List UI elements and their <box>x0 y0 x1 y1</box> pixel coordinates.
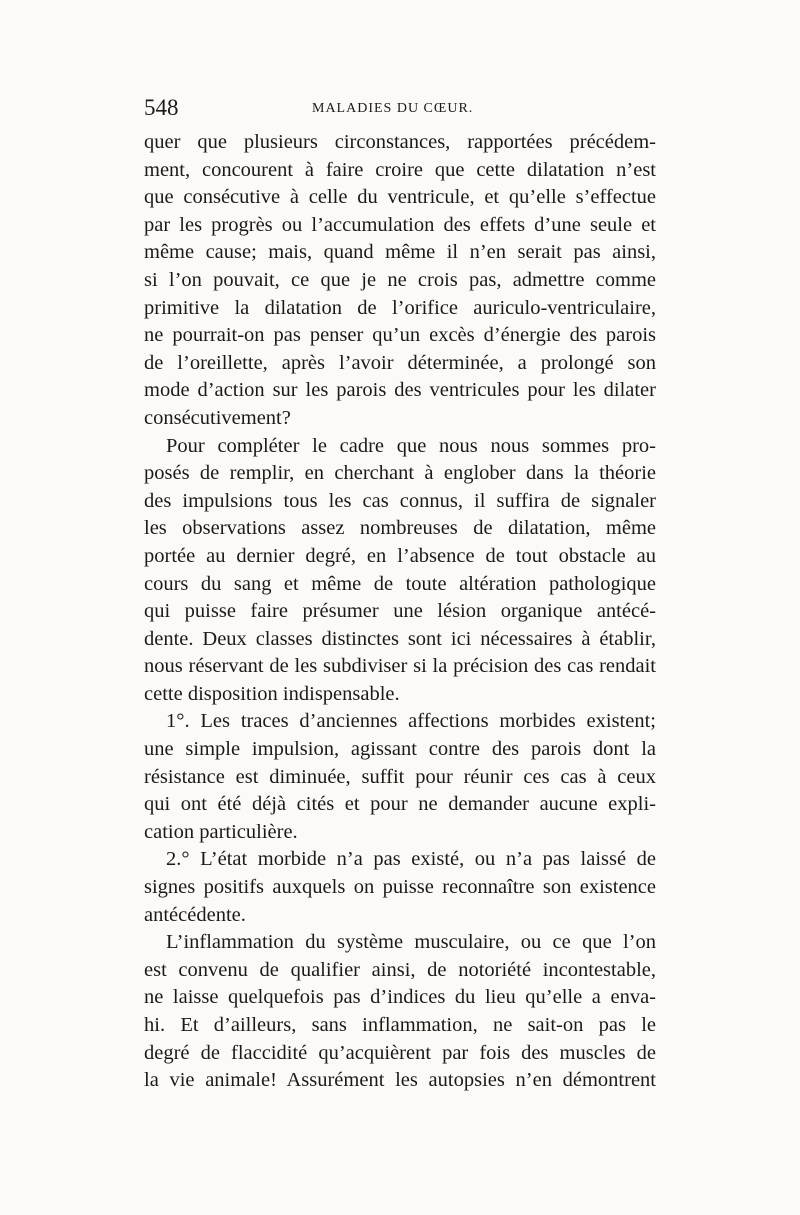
text-line: est convenu de qualifier ainsi, de notoriété incontestable, <box>144 958 656 981</box>
page-number: 548 <box>144 95 179 120</box>
text-line: antécédente. <box>144 903 246 926</box>
text-line: si l’on pouvait, ce que je ne crois pas, admettre comme <box>144 268 656 291</box>
text-line: de l’oreillette, après l’avoir déterminée, a prolongé son <box>144 351 656 374</box>
text-line: ment, concourent à faire croire que cette dilatation n’est <box>144 158 656 181</box>
text-line: qui ont été déjà cités et pour ne demander aucune expli- <box>144 793 656 816</box>
text-line: par les progrès ou l’accumulation des effets d’une seule et <box>144 213 656 236</box>
text-line: qui puisse faire présumer une lésion organique antécé- <box>144 600 656 623</box>
text-line: que consécutive à celle du ventricule, et qu’elle s’effectue <box>144 186 656 209</box>
text-line: cours du sang et même de toute altération pathologique <box>144 572 656 595</box>
running-title: MALADIES DU CŒUR. <box>312 101 474 116</box>
text-line: cation particulière. <box>144 820 298 843</box>
text-line: nous réservant de les subdiviser si la précision des cas rendait <box>144 655 656 678</box>
text-line: cette disposition indispensable. <box>144 682 400 705</box>
text-line: les observations assez nombreuses de dilatation, même <box>144 517 656 540</box>
text-line: primitive la dilatation de l’orifice auriculo-ventriculaire, <box>144 296 656 319</box>
text-line: même cause; mais, quand même il n’en serait pas ainsi, <box>144 241 656 264</box>
text-line: 2.° L’état morbide n’a pas existé, ou n’a pas laissé de <box>166 848 656 871</box>
text-line: une simple impulsion, agissant contre des parois dont la <box>144 738 656 761</box>
text-line: portée au dernier degré, en l’absence de tout obstacle au <box>144 544 656 567</box>
text-line: degré de flaccidité qu’acquièrent par fois des muscles de <box>144 1041 656 1064</box>
text-line: L’inflammation du système musculaire, ou ce que l’on <box>166 931 656 954</box>
text-line: ne laisse quelquefois pas d’indices du lieu qu’elle a enva- <box>144 986 656 1009</box>
text-line: résistance est diminuée, suffit pour réunir ces cas à ceux <box>144 765 656 788</box>
text-line: 1°. Les traces d’anciennes affections morbides existent; <box>166 710 656 733</box>
text-line: quer que plusieurs circonstances, rapportées précédem- <box>144 131 656 153</box>
text-line: ne pourrait-on pas penser qu’un excès d’énergie des parois <box>144 324 656 347</box>
text-line: mode d’action sur les parois des ventricules pour les dilater <box>144 379 656 402</box>
text-line: posés de remplir, en cherchant à englober dans la théorie <box>144 462 656 485</box>
text-line: la vie animale! Assurément les autopsies n’en démontrent <box>144 1069 656 1092</box>
text-line: des impulsions tous les cas connus, il suffira de signaler <box>144 489 656 512</box>
text-line: hi. Et d’ailleurs, sans inflammation, ne sait-on pas le <box>144 1014 656 1036</box>
page-header <box>144 95 656 121</box>
text-line: signes positifs auxquels on puisse reconnaître son existence <box>144 876 656 899</box>
text-line: Pour compléter le cadre que nous nous sommes pro- <box>166 434 656 457</box>
text-line: dente. Deux classes distinctes sont ici nécessaires à établir, <box>144 627 656 650</box>
body-text <box>144 129 656 1095</box>
text-line: consécutivement? <box>144 406 291 429</box>
